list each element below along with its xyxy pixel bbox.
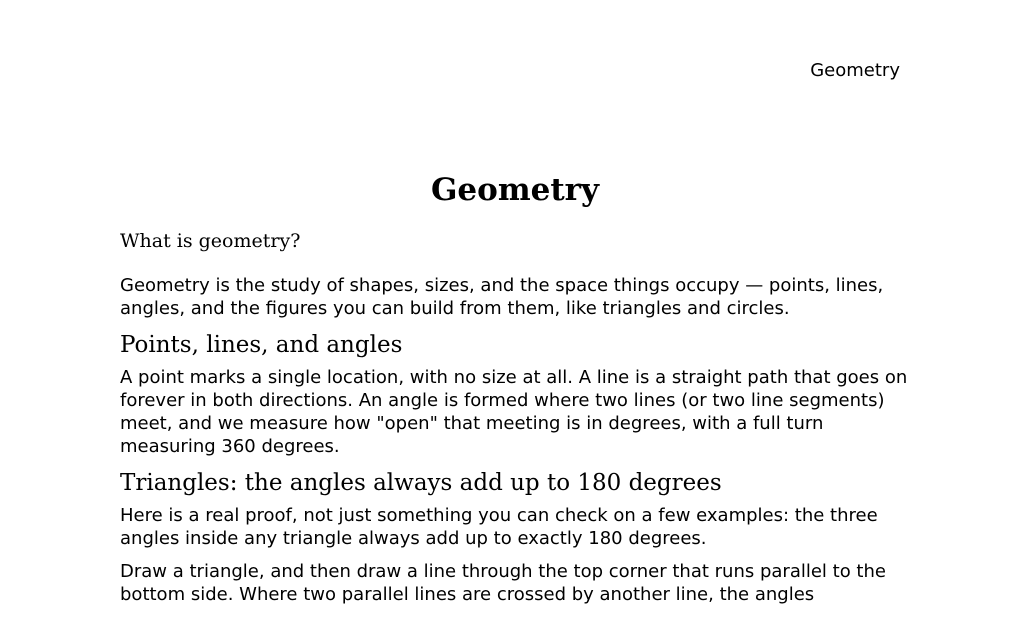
running-header: Geometry <box>810 60 900 81</box>
section-heading-what-is-geometry: What is geometry? <box>120 230 301 252</box>
document-body <box>120 170 910 616</box>
document-title: Geometry <box>430 172 600 208</box>
paragraph-points-lines-angles: A point marks a single location, with no size at all. A line is a straight path that goes on forever in both directions. An angle is formed where two lines (or two line segments) meet, and we measure how "open" that meeting is in degrees, with a full turn measuring 360 degrees. <box>120 367 908 457</box>
section-heading-triangles: Triangles: the angles always add up to 180 degrees <box>120 470 722 496</box>
paragraph-geometry-definition: Geometry is the study of shapes, sizes, and the space things occupy — points, lines, angles, and the figures you can build from them, like triangles and circles. <box>120 275 884 319</box>
section-heading-points-lines-angles: Points, lines, and angles <box>120 332 403 358</box>
paragraph-triangle-proof-intro: Here is a real proof, not just something you can check on a few examples: the three angles inside any triangle always add up to exactly 180 degrees. <box>120 505 878 549</box>
paragraph-triangle-proof-construction: Draw a triangle, and then draw a line through the top corner that runs parallel to the bottom side. Where two parallel lines are crossed by another line, the angles <box>120 561 886 605</box>
